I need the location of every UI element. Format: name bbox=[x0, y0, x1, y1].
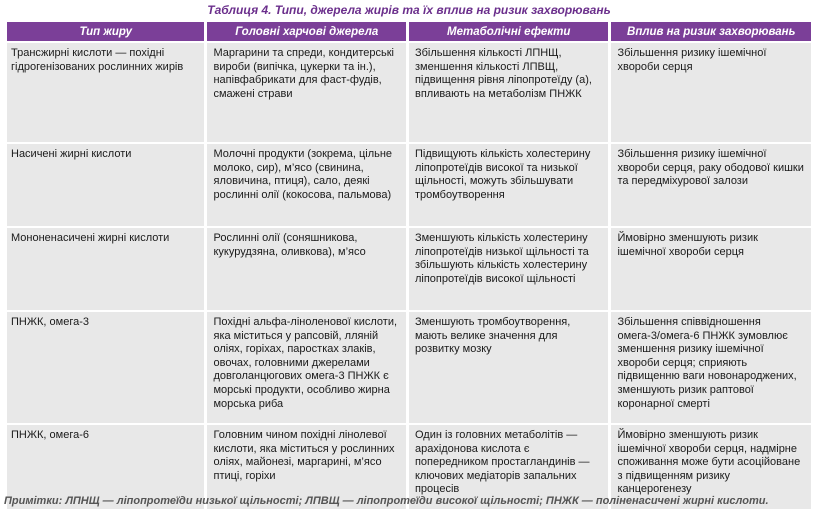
cell-fat-type: ПНЖК, омега-6 bbox=[7, 423, 204, 509]
cell-sources: Головним чином похідні лінолевої кислоти, яка міститься у рослинних оліях, майонезі, маргарині, м’ясо птиці, горіхи bbox=[207, 423, 405, 509]
cell-risk: Ймовірно зменшують ризик ішемічної хвороби серця bbox=[611, 226, 811, 310]
cell-fat-type: Насичені жирні кислоти bbox=[7, 142, 204, 226]
table-row bbox=[7, 142, 811, 226]
table-title: Таблиця 4. Типи, джерела жирів та їх вплив на ризик захворювань bbox=[207, 3, 611, 17]
cell-risk: Збільшення співвідношення омега-3/омега-6 ПНЖК зумовлює зменшення ризику ішемічної хвороби серця; сприяють підвищенню ваги новонароджених, зменшують ризик раптової коронарної смерті bbox=[611, 310, 811, 423]
table-row bbox=[7, 41, 811, 142]
table-footnote: Примітки: ЛПНЩ — ліпопротеїди низької щільності; ЛПВЩ — ліпопротеїди високої щільності; ПНЖК — поліненасичені жирні кислоти. bbox=[4, 495, 769, 507]
cell-sources: Молочні продукти (зокрема, цільне молоко, сир), м’ясо (свинина, яловичина, птиця), сало, деякі рослинні олії (кокосова, пальмова) bbox=[207, 142, 405, 226]
cell-sources: Похідні альфа-ліноленової кислоти, яка міститься у рапсовій, лляній оліях, горіхах, паростках злаків, овочах, головними джерелами довголанцюгових омега-3 ПНЖК є морські продукти, особливо жирна морська риба bbox=[207, 310, 405, 423]
cell-fat-type: Трансжирні кислоти — похідні гідрогенізованих рослинних жирів bbox=[7, 41, 204, 142]
header-disease-risk: Вплив на ризик захворювань bbox=[611, 22, 811, 41]
cell-risk: Збільшення ризику ішемічної хвороби серця bbox=[611, 41, 811, 142]
cell-sources: Рослинні олії (соняшникова, кукурудзяна, оливкова), м’ясо bbox=[207, 226, 405, 310]
table-row bbox=[7, 310, 811, 423]
fat-types-table bbox=[4, 22, 814, 509]
cell-effects: Зменшують кількість холестерину ліпопротеїдів низької щільності та збільшують кількість холестерину ліпопротеїдів високої щільності bbox=[409, 226, 609, 310]
header-fat-type: Тип жиру bbox=[7, 22, 204, 41]
header-metabolic-effects: Метаболічні ефекти bbox=[409, 22, 609, 41]
cell-effects: Зменшують тромбоутворення, мають велике значення для розвитку мозку bbox=[409, 310, 609, 423]
cell-effects: Один із головних метаболітів — арахідонова кислота є попередником простагландинів — ключових медіаторів запальних процесів bbox=[409, 423, 609, 509]
cell-risk: Ймовірно зменшують ризик ішемічної хвороби серця, надмірне споживання може бути асоційоване з підвищенням ризику канцерогенезу bbox=[611, 423, 811, 509]
cell-fat-type: ПНЖК, омега-3 bbox=[7, 310, 204, 423]
cell-fat-type: Мононенасичені жирні кислоти bbox=[7, 226, 204, 310]
cell-effects: Підвищують кількість холестерину ліпопротеїдів високої та низької щільності, можуть збільшувати тромбоутворення bbox=[409, 142, 609, 226]
cell-effects: Збільшення кількості ЛПНЩ, зменшення кількості ЛПВЩ, підвищення рівня ліпопротеїду (а), впливають на метаболізм ПНЖК bbox=[409, 41, 609, 142]
table-header-row bbox=[7, 22, 811, 41]
table-row bbox=[7, 226, 811, 310]
cell-sources: Маргарини та спреди, кондитерські вироби (випічка, цукерки та ін.), напівфабрикати для фаст-фудів, смажені страви bbox=[207, 41, 405, 142]
cell-risk: Збільшення ризику ішемічної хвороби серця, раку ободової кишки та передміхурової залози bbox=[611, 142, 811, 226]
header-food-sources: Головні харчові джерела bbox=[207, 22, 405, 41]
